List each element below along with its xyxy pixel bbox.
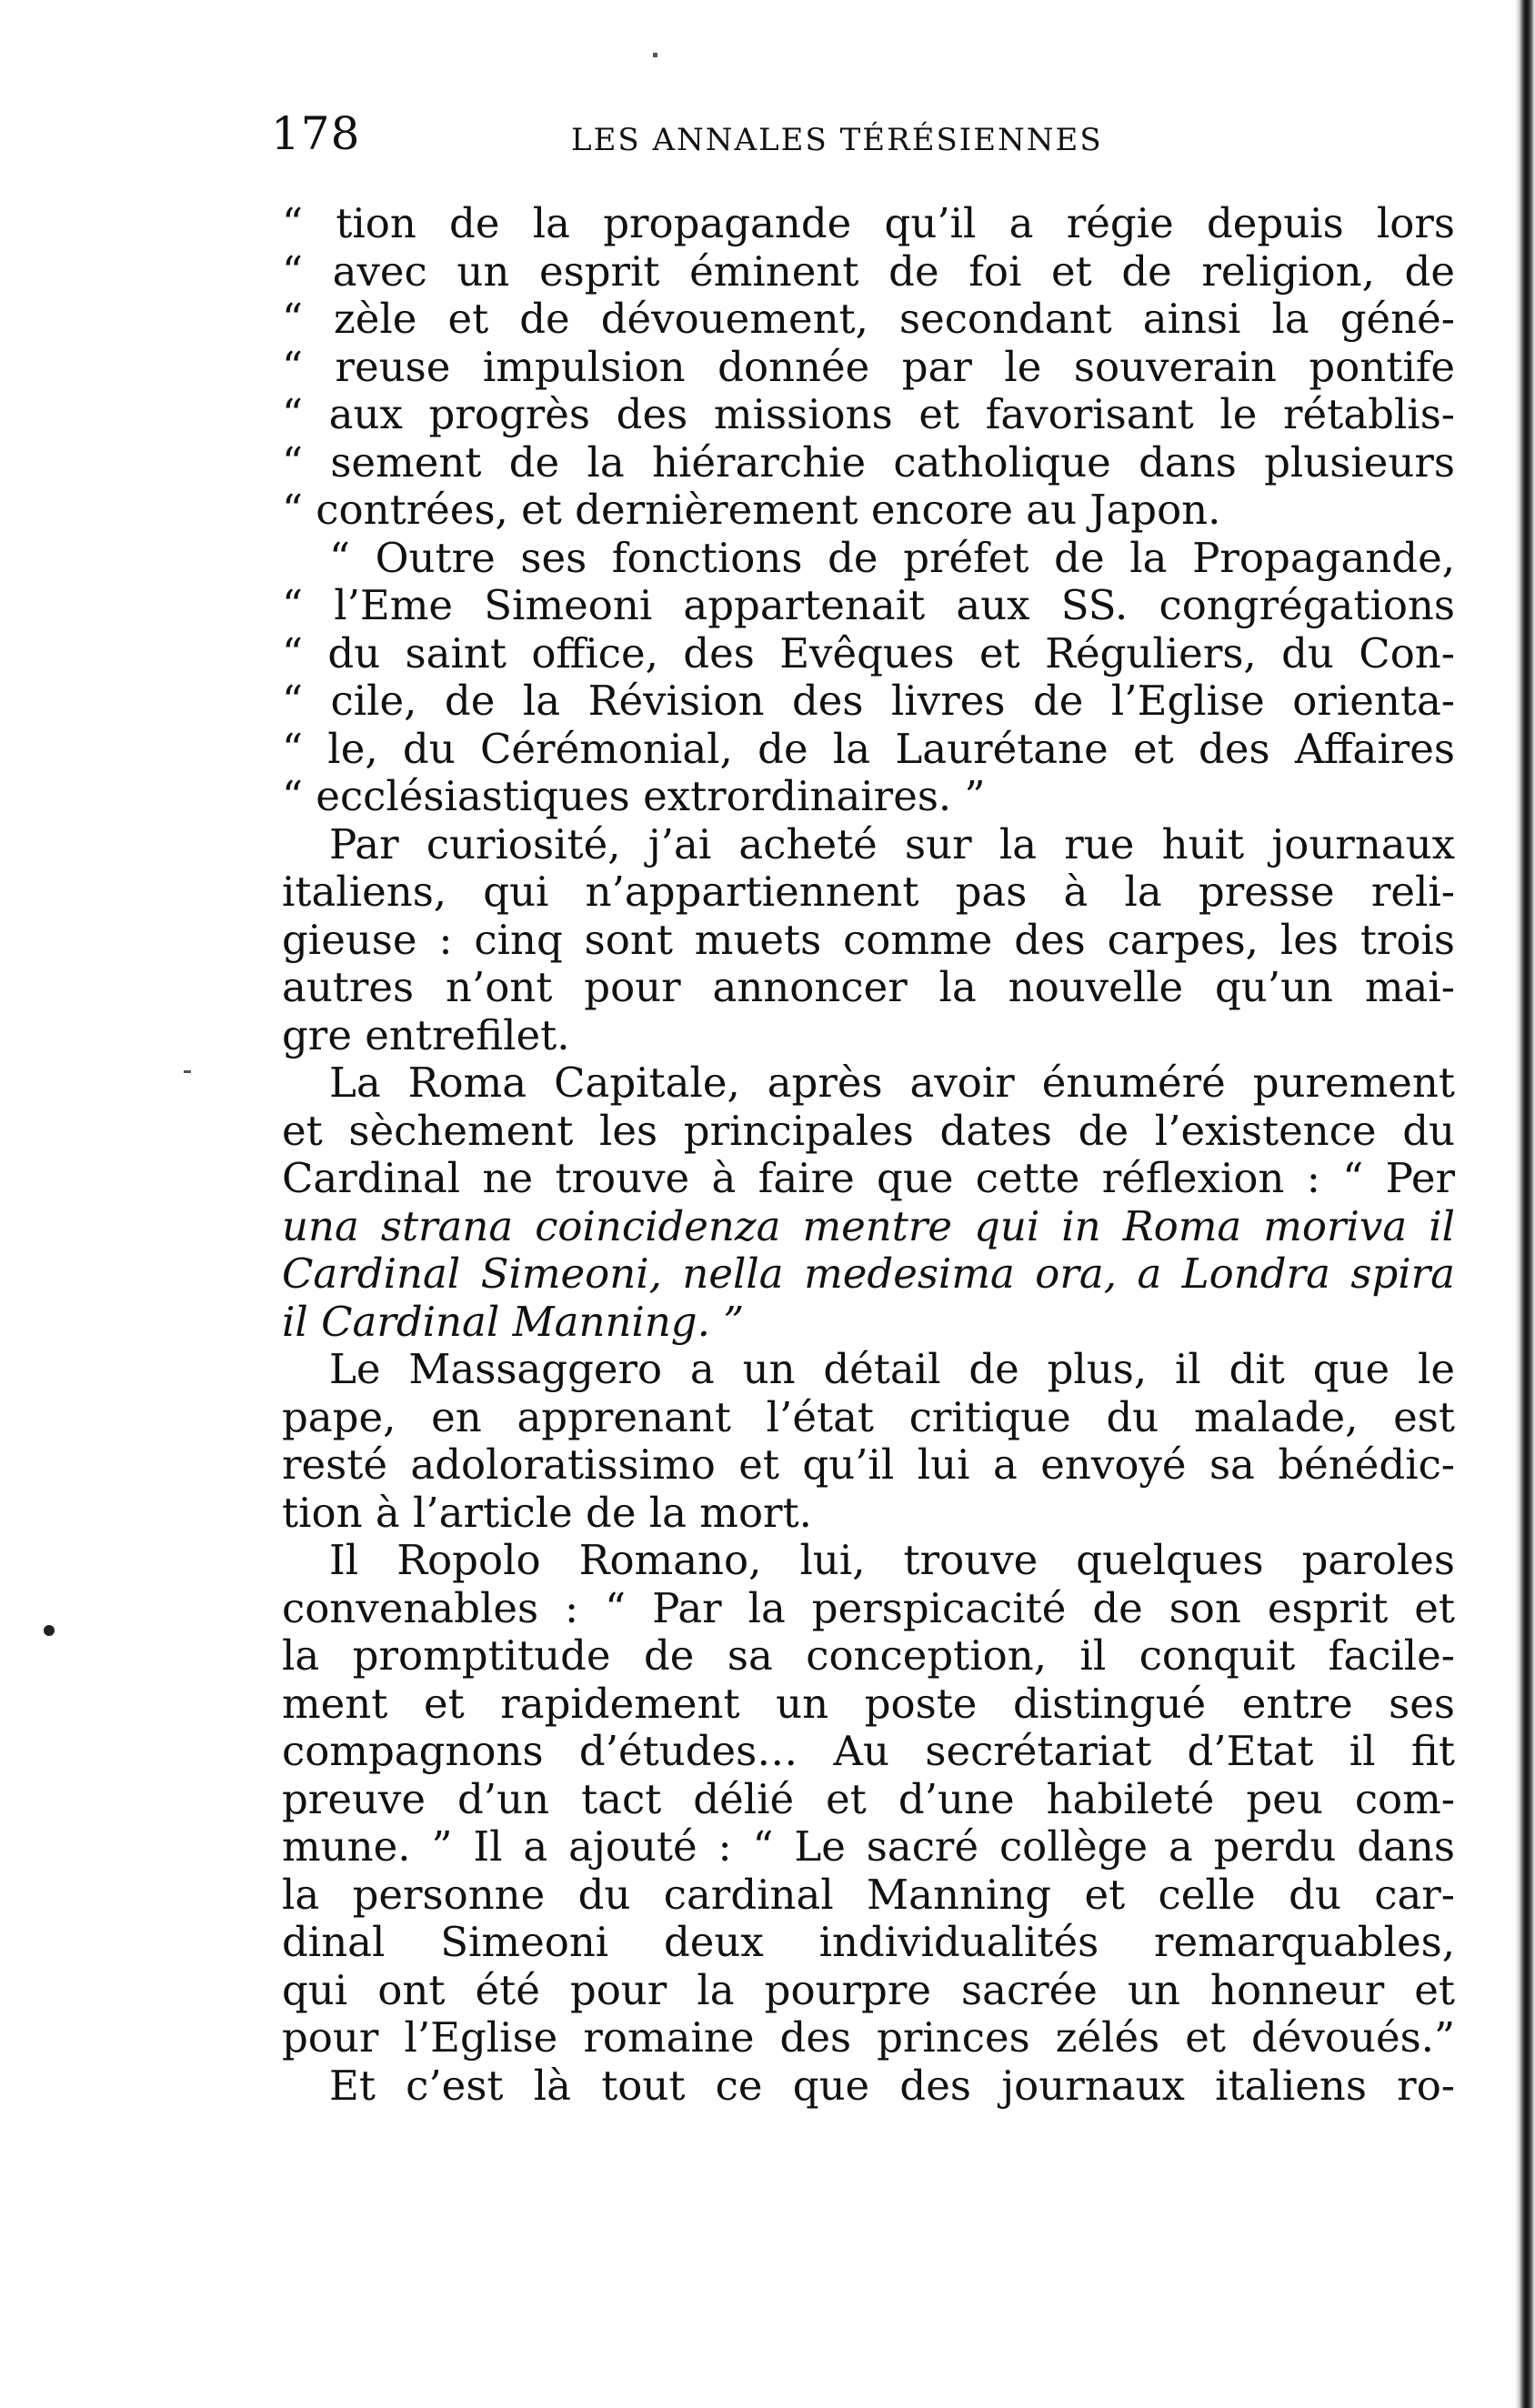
text-line: “ cile, de la Révision des livres de l’Eglise orienta-: [282, 677, 1455, 725]
text-line: dinal Simeoni deux individualités remarquables,: [282, 1918, 1455, 1966]
text-line: “ Outre ses fonctions de préfet de la Propagande,: [329, 533, 1455, 582]
text-line: tion à l’article de la mort.: [282, 1488, 812, 1537]
text-line: resté adoloratissimo et qu’il lui a envoyé sa bénédic-: [282, 1440, 1455, 1489]
page-header: [271, 107, 1453, 180]
text-line: qui ont été pour la pourpre sacrée un honneur et: [282, 1965, 1455, 2014]
page-edge-shadow: [1515, 0, 1535, 2408]
text-line: convenables : “ Par la perspicacité de son esprit et: [282, 1583, 1455, 1632]
text-line: “ reuse impulsion donnée par le souverain pontife: [282, 342, 1455, 391]
text-line: pape, en apprenant l’état critique du malade, est: [282, 1392, 1455, 1441]
page-number: 178: [271, 107, 361, 160]
text-line: “ le, du Cérémonial, de la Laurétane et des Affaires: [282, 724, 1455, 773]
ink-speck: [44, 1625, 55, 1636]
text-line: Cardinal Simeoni, nella medesima ora, a Londra spira: [282, 1249, 1455, 1298]
text-line: gieuse : cinq sont muets comme des carpes, les trois: [282, 915, 1455, 964]
body-text: [282, 200, 1455, 2110]
text-line: “ sement de la hiérarchie catholique dans plusieurs: [282, 437, 1455, 487]
ink-speck: [184, 1070, 191, 1073]
text-line: autres n’ont pour annoncer la nouvelle qu’un mai-: [282, 963, 1455, 1011]
text-line: il Cardinal Manning. ”: [282, 1297, 745, 1346]
ink-speck: [653, 53, 657, 57]
text-line: una strana coincidenza mentre qui in Roma moriva il: [282, 1201, 1455, 1250]
text-line: compagnons d’études… Au secrétariat d’Etat il fit: [282, 1727, 1455, 1775]
text-line: “ l’Eme Simeoni appartenait aux SS. congrégations: [282, 581, 1455, 629]
running-title: LES ANNALES TÉRÉSIENNES: [571, 122, 1103, 158]
text-line: “ du saint office, des Evêques et Réguliers, du Con-: [282, 628, 1455, 677]
text-line: ment et rapidement un poste distingué entre ses: [282, 1679, 1455, 1728]
text-line: Par curiosité, j’ai acheté sur la rue huit journaux: [329, 819, 1455, 868]
text-line: “ tion de la propagande qu’il a régie depuis lors: [282, 199, 1455, 247]
text-line: “ ecclésiastiques extrordinaires. ”: [282, 772, 986, 820]
text-line: “ aux progrès des missions et favorisant le rétablis-: [282, 390, 1455, 438]
text-line: la promptitude de sa conception, il conquit facile-: [282, 1631, 1455, 1680]
text-line: la personne du cardinal Manning et celle du car-: [282, 1870, 1455, 1919]
text-line: et sèchement les principales dates de l’existence du: [282, 1106, 1455, 1155]
text-line: Et c’est là tout ce que des journaux italiens ro-: [329, 2061, 1455, 2110]
text-line: “ zèle et de dévouement, secondant ainsi la géné-: [282, 295, 1455, 343]
text-line: “ contrées, et dernièrement encore au Japon.: [282, 486, 1221, 534]
text-line: preuve d’un tact délié et d’une habileté peu com-: [282, 1774, 1455, 1823]
text-line: “ avec un esprit éminent de foi et de religion, de: [282, 246, 1455, 296]
text-line: La Roma Capitale, après avoir énuméré purement: [329, 1059, 1455, 1107]
text-line: italiens, qui n’appartiennent pas à la presse reli-: [282, 868, 1455, 916]
text-line: pour l’Eglise romaine des princes zélés et dévoués.”: [282, 2013, 1455, 2062]
text-line: Il Ropolo Romano, lui, trouve quelques paroles: [329, 1536, 1455, 1584]
text-line: gre entrefilet.: [282, 1010, 570, 1059]
text-line: Le Massaggero a un détail de plus, il dit que le: [329, 1345, 1455, 1393]
text-line: mune. ” Il a ajouté : “ Le sacré collège a perdu dans: [282, 1822, 1455, 1871]
text-line: Cardinal ne trouve à faire que cette réflexion : “ Per: [282, 1154, 1455, 1202]
